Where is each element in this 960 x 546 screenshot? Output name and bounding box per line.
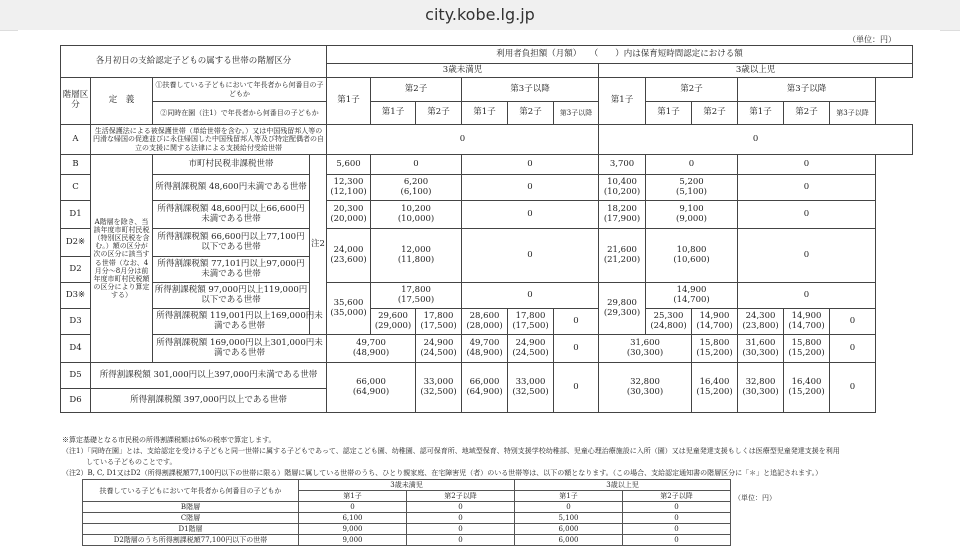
burden-title: 利用者負担額（月額） （ ）内は保育短時間認定における額 (327, 46, 913, 64)
tier-a: A (61, 125, 91, 155)
sub-o3-first: 第1子 (515, 491, 623, 502)
notes (62, 435, 922, 479)
d4-u3-3a: 49,700 (48,900) (462, 335, 508, 363)
table-row: D1階層 9,000 0 6,000 0 (83, 524, 731, 535)
d56-u3-2: 33,000 (32,500) (416, 363, 462, 413)
def-d2: 所得割課税額 77,101円以上97,000円未満である世帯 (153, 257, 310, 283)
d3-o3-3b: 14,900 (14,700) (784, 309, 830, 335)
b-u3-1: 5,600 (327, 155, 371, 175)
tier-d1: D1 (61, 201, 91, 229)
u3-first-header: 第1子 (327, 78, 371, 125)
d56-u3-3a: 66,000 (64,900) (462, 363, 508, 413)
unit-label: （単位：円） (848, 35, 896, 44)
def-a: 生活保護法による被保護世帯（単給世帯を含む。）又は中国残留邦人等の円滑な帰国の促進並びに永住帰国した中国残留邦人等及び特定配偶者の自立の支援に関する法律による支援給付受給世帯 (91, 125, 327, 155)
tier-d3s: D3※ (61, 283, 91, 309)
b-u3-3: 0 (462, 155, 599, 175)
c-o3-2: 5,200 (5,100) (646, 175, 738, 201)
d56-o3-3c: 0 (830, 363, 876, 413)
tier-d4: D4 (61, 335, 91, 363)
d4-o3-1: 31,600 (30,300) (599, 335, 692, 363)
u3-2-1: 第1子 (371, 102, 416, 125)
d4-o3-3c: 0 (830, 335, 876, 363)
url-text[interactable]: city.kobe.lg.jp (425, 5, 535, 24)
c-o3-3: 0 (738, 175, 876, 201)
def-d5: 所得割課税額 301,000円以上397,000円未満である世帯 (91, 363, 327, 389)
b-o3-1: 3,700 (599, 155, 646, 175)
o3-second-header: 第2子 (646, 78, 738, 102)
d3s-u3-3: 0 (462, 283, 599, 309)
d56-o3-1: 32,800 (30,300) (599, 363, 692, 413)
c-u3-1: 12,300 (12,100) (327, 175, 371, 201)
d4-u3-3b: 24,900 (24,500) (508, 335, 554, 363)
d4-u3-3c: 0 (554, 335, 599, 363)
a-under3: 0 (327, 125, 599, 155)
note-2: （注2）B, C, D1又はD2（所得割課税額77,100円以下の世帯に限る）階層に属している世帯のうち、ひとり親家庭、在宅障害児（者）のいる世帯等は、以下の額となります。（この場合、支給認定通知書の階層区分に「＊」と追記されます。） (62, 469, 823, 477)
d1-u3-2: 10,200 (10,000) (371, 201, 462, 229)
d3-u3-3b: 17,800 (17,500) (508, 309, 554, 335)
o3-3-1: 第1子 (738, 102, 784, 125)
note-0: ※算定基礎となる市民税の所得割課税額は6%の税率で算定します。 (62, 436, 276, 444)
u3-3-1: 第1子 (462, 102, 508, 125)
def-d3: 所得割課税額 119,001円以上169,000円未満である世帯 (153, 309, 327, 335)
d2-o3-1: 21,600 (21,200) (599, 229, 646, 283)
d3s-o3-2: 14,900 (14,700) (646, 283, 738, 309)
c-u3-3: 0 (462, 175, 599, 201)
middle-def: A階層を除き、当該年度市町村民税（特別区民税を含む。）額の区分が次の区分に該当する世帯（なお、4月分～8月分は前年度市町村民税額の区分により算定する） (91, 155, 153, 363)
d3-u3-3a: 28,600 (28,000) (462, 309, 508, 335)
table-row: B階層 0 0 0 0 (83, 502, 731, 513)
note-1b: している子どものことです。 (86, 458, 177, 466)
u3-2-2: 第2子 (416, 102, 462, 125)
d3-u3-3c: 0 (554, 309, 599, 335)
d3-o3-1: 29,800 (29,300) (599, 283, 646, 335)
note-1: （注1）「同時在園」とは、支給認定を受ける子どもと同一世帯に属する子どもであって、認定こども園、幼稚園、認可保育所、地域型保育、特別支援学校幼稚部、児童心理治療施設に入所（園）又は児童発達支援もしくは医療型児童発達支援を利用 (62, 447, 840, 455)
d1-o3-2: 9,100 (9,000) (646, 201, 738, 229)
c-o3-1: 10,400 (10,200) (599, 175, 646, 201)
fee-document (18, 30, 940, 544)
d1-u3-1: 20,300 (20,000) (327, 201, 371, 229)
def-d2s: 所得割課税額 66,600円以上77,100円以下である世帯 (153, 229, 310, 257)
sub-u3-second: 第2子以降 (407, 491, 515, 502)
def-d6: 所得割課税額 397,000円以上である世帯 (91, 389, 327, 413)
sub-u3-first: 第1子 (299, 491, 407, 502)
d4-u3-2: 24,900 (24,500) (416, 335, 462, 363)
def-c: 所得割課税額 48,600円未満である世帯 (153, 175, 310, 201)
d4-u3-1: 49,700 (48,900) (327, 335, 416, 363)
table-row: D2階層のうち所得割課税額77,100円以下の世帯 9,000 0 6,000 0 (83, 535, 731, 546)
tier-col-header: 階層区分 (61, 78, 91, 125)
c-u3-2: 6,200 (6,100) (371, 175, 462, 201)
o3-2-2: 第2子 (692, 102, 738, 125)
under3-header: 3歳未満児 (327, 64, 599, 78)
u3-3-2: 第2子 (508, 102, 554, 125)
sub-under3: 3歳未満児 (299, 480, 515, 491)
o3-3-3: 第3子以降 (830, 102, 876, 125)
tier-d3: D3 (61, 309, 91, 335)
d3s-u3-2: 17,800 (17,500) (371, 283, 462, 309)
def-d1: 所得割課税額 48,600円以上66,600円未満である世帯 (153, 201, 310, 229)
b-o3-2: 0 (646, 155, 738, 175)
a-over3: 0 (599, 125, 913, 155)
d4-o3-3a: 31,600 (30,300) (738, 335, 784, 363)
d3s-o3-3: 0 (738, 283, 876, 309)
o3-3-2: 第2子 (784, 102, 830, 125)
o3-third-header: 第3子以降 (738, 78, 876, 102)
d3-u3-1: 35,600 (35,000) (327, 283, 371, 335)
tier-d2: D2 (61, 257, 91, 283)
d2-u3-3: 0 (462, 229, 599, 283)
d2-o3-2: 10,800 (10,600) (646, 229, 738, 283)
definition-header: 定 義 (91, 78, 153, 125)
d3-o3-2b: 14,900 (14,700) (692, 309, 738, 335)
d3-u3-2a: 29,600 (29,000) (371, 309, 416, 335)
class-title: 各月初日の支給認定子どもの属する世帯の階層区分 (61, 46, 327, 78)
d2-u3-1: 24,000 (23,600) (327, 229, 371, 283)
o3-2-1: 第1子 (646, 102, 692, 125)
def-d4: 所得割課税額 169,000円以上301,000円未満である世帯 (153, 335, 327, 363)
u3-3-3: 第3子以降 (554, 102, 599, 125)
fee-table (60, 45, 913, 413)
d3-o3-2a: 25,300 (24,800) (646, 309, 692, 335)
b-u3-2: 0 (371, 155, 462, 175)
u3-third-header: 第3子以降 (462, 78, 599, 102)
d56-u3-3b: 33,000 (32,500) (508, 363, 554, 413)
d56-o3-3a: 32,800 (30,300) (738, 363, 784, 413)
d1-o3-3: 0 (738, 201, 876, 229)
d3-o3-3a: 24,300 (23,800) (738, 309, 784, 335)
note2-mark: 注2 (310, 155, 327, 335)
u3-second-header: 第2子 (371, 78, 462, 102)
o3-first-header: 第1子 (599, 78, 646, 125)
tier-d2s: D2※ (61, 229, 91, 257)
table-row: C階層 6,100 0 5,100 0 (83, 513, 731, 524)
d3-o3-3c: 0 (830, 309, 876, 335)
tier-d6: D6 (61, 389, 91, 413)
d56-o3-3b: 16,400 (15,200) (784, 363, 830, 413)
d56-u3-1: 66,000 (64,900) (327, 363, 416, 413)
cond2-header: ②同時在園（注1）で年長者から何番目の子どもか (153, 102, 327, 125)
sub-o3-second: 第2子以降 (623, 491, 731, 502)
tier-c: C (61, 175, 91, 201)
cond1-header: ①扶養している子どもにおいて年長者から何番目の子どもか (153, 78, 327, 102)
d1-u3-3: 0 (462, 201, 599, 229)
over3-header: 3歳以上児 (599, 64, 913, 78)
d3-u3-2b: 17,800 (17,500) (416, 309, 462, 335)
tier-b: B (61, 155, 91, 175)
browser-address-bar (0, 0, 960, 31)
sub-title: 扶養している子どもにおいて年長者から何番目の子どもか (83, 480, 299, 502)
d56-o3-2: 16,400 (15,200) (692, 363, 738, 413)
d56-u3-3c: 0 (554, 363, 599, 413)
d4-o3-2: 15,800 (15,200) (692, 335, 738, 363)
d4-o3-3b: 15,800 (15,200) (784, 335, 830, 363)
d1-o3-1: 18,200 (17,900) (599, 201, 646, 229)
sub-over3: 3歳以上児 (515, 480, 731, 491)
b-o3-3: 0 (738, 155, 876, 175)
d2-o3-3: 0 (738, 229, 876, 283)
d2-u3-2: 12,000 (11,800) (371, 229, 462, 283)
reduced-fee-table (82, 479, 731, 546)
sub-unit-label: （単位：円） (734, 494, 776, 502)
def-d3s: 所得割課税額 97,000円以上119,000円以下である世帯 (153, 283, 310, 309)
tier-d5: D5 (61, 363, 91, 389)
def-b: 市町村民税非課税世帯 (153, 155, 310, 175)
